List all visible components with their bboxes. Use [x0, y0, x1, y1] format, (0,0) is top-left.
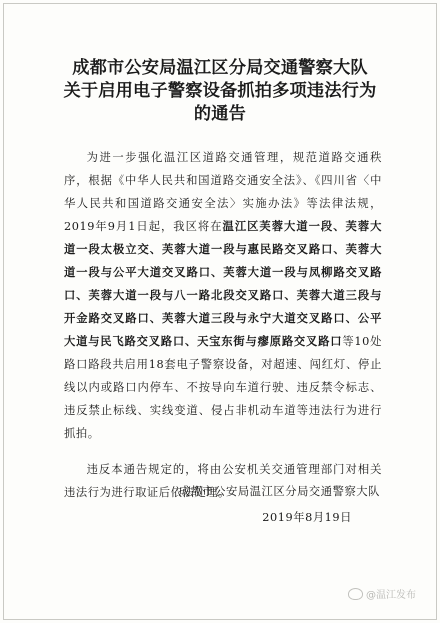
paragraph-1 — [64, 146, 382, 445]
watermark — [348, 586, 416, 601]
enforcement-locations: 温江区芙蓉大道一段、芙蓉大道一段太极立交、芙蓉大道一段与惠民路交叉路口、芙蓉大道一段与公平大道交叉路口、芙蓉大道一段与凤柳路交叉路口、芙蓉大道一段与八一路北段交叉路口、芙蓉大道三段与开金路交叉路口、芙蓉大道三段与永宁大道交叉路口、公平大道与民飞路交叉路口、天宝东街与瘳原路交叉路口 — [64, 219, 382, 348]
weibo-icon — [348, 588, 363, 600]
paragraph-1-intro: 为进一步强化温江区道路交通管理，规范道路交通秩序，根据《中华人民共和国道路交通安全法》、《四川省〈中华人民共和国道路交通安全法〉实施办法》等法律法规，2019年9月1日起，我区将在 — [64, 151, 382, 233]
notice-body — [64, 146, 382, 504]
title-line-1: 成都市公安局温江区分局交通警察大队 — [72, 58, 368, 78]
paragraph-2: 违反本通告规定的，将由公安机关交通管理部门对相关违法行为进行取证后依法处理。 — [64, 463, 382, 499]
notice-title — [0, 57, 440, 126]
watermark-text: @温江发布 — [366, 590, 416, 601]
signature-date: 2019年8月19日 — [262, 511, 352, 524]
title-line-2: 关于启用电子警察设备抓拍多项违法行为 — [63, 81, 377, 101]
title-line-3: 的通告 — [193, 104, 247, 124]
paragraph-1-details: 等10处路口路段共启用18套电子警察设备，对超速、闯红灯、停止线以内或路口内停车、不按导向车道行驶、违反禁令标志、违反禁止标线、实线变道、侵占非机动车道等违法行为进行抓拍。 — [64, 335, 383, 440]
signature-org: 成都市公安局温江区分局交通警察大队 — [178, 485, 380, 498]
